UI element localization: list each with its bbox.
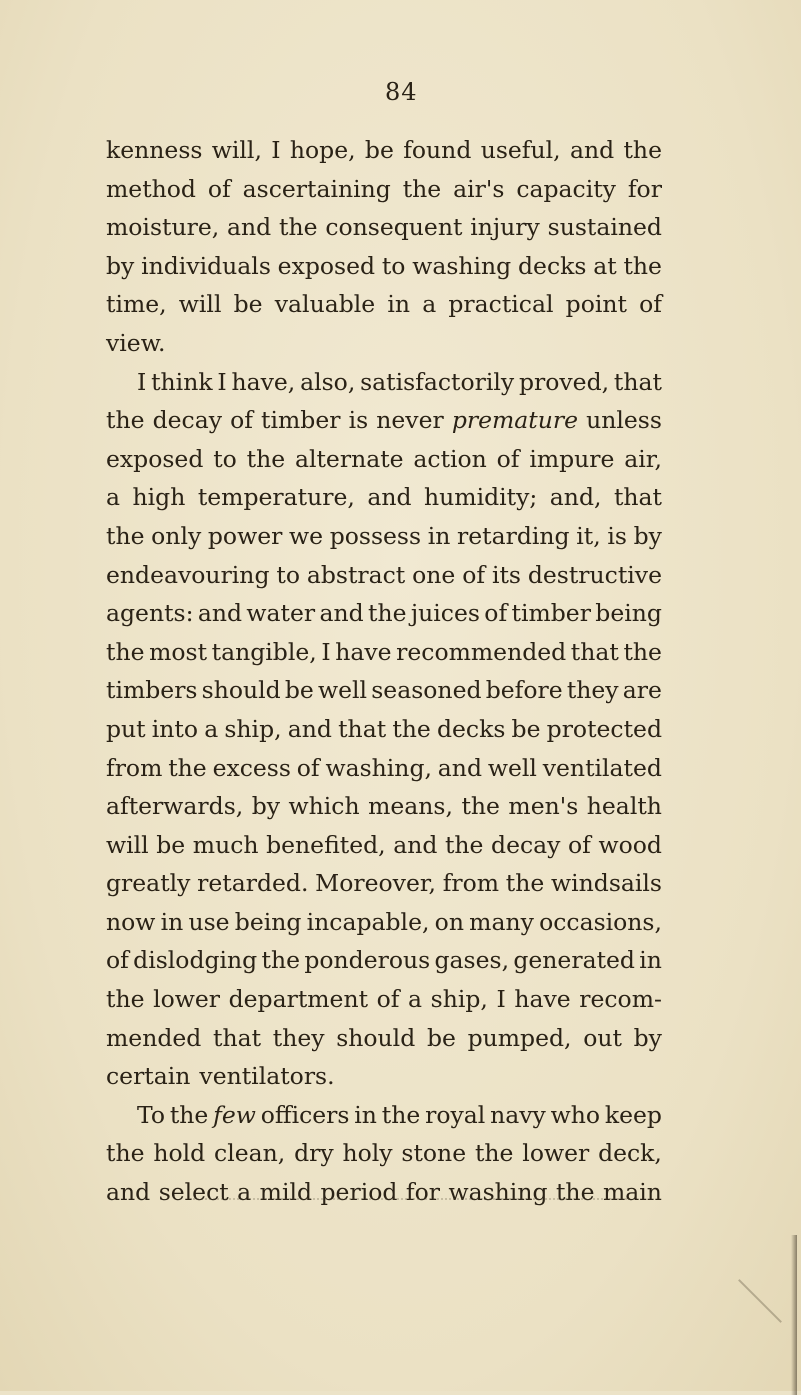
word: ascertaining	[242, 174, 391, 203]
word: most	[149, 637, 208, 666]
text-line	[106, 401, 662, 440]
word: the	[106, 637, 145, 666]
word: much	[192, 830, 259, 859]
word: holy	[342, 1139, 393, 1168]
word: high	[132, 483, 186, 512]
word: exposed	[277, 251, 376, 280]
word: I	[137, 367, 147, 396]
word: be	[426, 1023, 456, 1052]
word: practical	[448, 290, 554, 319]
word: I	[217, 367, 227, 396]
word: I	[271, 136, 281, 164]
word: windsails	[551, 869, 662, 898]
word: to	[213, 444, 237, 473]
word: Moreover,	[315, 869, 436, 898]
word: protected	[546, 714, 662, 743]
word: juices	[410, 599, 480, 628]
word: of	[462, 560, 486, 589]
word: in	[354, 1100, 377, 1129]
word: certain	[106, 1062, 191, 1091]
word: a	[237, 1178, 252, 1207]
text-line	[106, 826, 662, 865]
word: be	[156, 830, 186, 859]
word: are	[622, 676, 662, 705]
word: timber	[511, 599, 591, 628]
word: I	[321, 637, 331, 666]
word: incapable,	[306, 907, 430, 936]
paper-crease	[738, 1279, 782, 1323]
word: select	[158, 1178, 229, 1207]
word: in	[639, 946, 662, 975]
word: on	[434, 907, 464, 936]
word: deck,	[598, 1139, 662, 1168]
page-number: 84	[385, 78, 418, 106]
word: be	[233, 290, 263, 319]
word: recommended	[396, 637, 567, 666]
word: officers	[260, 1100, 350, 1129]
word: retarded.	[197, 869, 309, 898]
word: lower	[153, 985, 220, 1014]
word: humidity;	[424, 483, 538, 512]
word: and,	[549, 483, 602, 512]
word: dry	[294, 1139, 334, 1168]
text-line	[106, 285, 662, 324]
word: well	[487, 753, 537, 782]
word: the	[381, 1100, 421, 1129]
word: few	[213, 1100, 256, 1129]
word: lower	[522, 1139, 590, 1168]
word: the	[261, 946, 301, 975]
word: that	[213, 1023, 262, 1052]
word: consequent	[325, 213, 463, 242]
word: agents:	[106, 599, 194, 628]
text-line	[106, 1096, 662, 1135]
word: of	[496, 444, 520, 473]
text-line	[106, 517, 662, 556]
word: that	[613, 483, 662, 512]
word: found	[403, 136, 472, 164]
word: moisture,	[106, 213, 220, 242]
word: put	[106, 714, 146, 743]
word: I	[496, 985, 506, 1014]
word: decay	[491, 830, 561, 859]
word: they	[566, 676, 619, 705]
word: the	[461, 792, 500, 821]
word: at	[593, 251, 617, 280]
word: clean,	[214, 1139, 286, 1168]
word: the	[623, 136, 662, 164]
word: that	[338, 714, 387, 743]
page-edge-shadow	[791, 1235, 797, 1395]
word: main	[602, 1178, 662, 1207]
word: abstract	[306, 560, 406, 589]
word: the	[106, 406, 145, 435]
text-line	[106, 1019, 662, 1058]
word: time,	[106, 290, 167, 319]
paragraph	[106, 363, 662, 1096]
paragraph	[106, 1096, 662, 1212]
word: that	[570, 637, 619, 666]
word: being	[234, 907, 302, 936]
word: be	[511, 714, 541, 743]
word: of	[296, 753, 320, 782]
word: and	[393, 830, 438, 859]
word: also,	[300, 367, 356, 396]
word: power	[207, 521, 283, 550]
text-line	[106, 903, 662, 942]
text-line	[106, 864, 662, 903]
word: in	[427, 521, 451, 550]
word: of	[376, 985, 400, 1014]
word: the	[106, 521, 145, 550]
word: the	[392, 714, 431, 743]
word: who	[550, 1100, 601, 1129]
word: the	[505, 869, 545, 898]
word: before	[485, 676, 563, 705]
word: mild	[259, 1178, 313, 1207]
word: hope,	[289, 136, 356, 164]
word: of	[639, 290, 662, 319]
word: the	[402, 174, 442, 203]
word: unless	[586, 406, 662, 435]
word: temperature,	[197, 483, 355, 512]
text-line	[106, 208, 662, 247]
word: generated	[513, 946, 635, 975]
word: endeavouring	[106, 560, 270, 589]
word: in	[160, 907, 184, 936]
word: decks	[436, 714, 506, 743]
word: and	[319, 599, 364, 628]
word: have,	[231, 367, 296, 396]
word: point	[565, 290, 627, 319]
word: a	[204, 714, 219, 743]
word: action	[413, 444, 487, 473]
word: period	[320, 1178, 398, 1207]
word: a	[106, 483, 121, 512]
word: a	[408, 985, 423, 1014]
word: be	[284, 676, 314, 705]
word: of	[568, 830, 591, 859]
word: view.	[106, 328, 166, 357]
word: useful,	[480, 136, 561, 164]
word: excess	[212, 753, 291, 782]
word: many	[469, 907, 534, 936]
word: premature	[451, 406, 579, 435]
word: gases,	[434, 946, 510, 975]
word: ship,	[224, 714, 282, 743]
word: the	[246, 444, 286, 473]
word: a	[422, 290, 437, 319]
word: satisfactorily	[360, 367, 515, 396]
word: sustained	[547, 213, 662, 242]
word: will,	[211, 136, 262, 164]
text-line	[106, 363, 662, 402]
text-line	[106, 1134, 662, 1173]
word: wood	[598, 830, 662, 859]
word: use	[188, 907, 230, 936]
word: to	[276, 560, 300, 589]
word: of	[230, 406, 253, 435]
word: and	[106, 1178, 151, 1207]
word: proved,	[518, 367, 610, 396]
word: and	[197, 599, 243, 628]
word: only	[151, 521, 202, 550]
word: method	[106, 174, 196, 203]
text-line	[106, 710, 662, 749]
word: stone	[401, 1139, 467, 1168]
word: benefited,	[266, 830, 386, 859]
word: the	[168, 753, 207, 782]
text-line	[106, 671, 662, 710]
word: into	[151, 714, 199, 743]
text-line	[106, 440, 662, 479]
word: individuals	[141, 251, 271, 280]
word: never	[376, 406, 444, 435]
word: royal	[425, 1100, 486, 1129]
word: exposed	[106, 444, 204, 473]
word: To	[137, 1100, 165, 1129]
word: timber	[261, 406, 341, 435]
word: possess	[329, 521, 422, 550]
word: now	[106, 907, 156, 936]
word: keep	[604, 1100, 662, 1129]
word: of	[484, 599, 508, 628]
word: destructive	[527, 560, 662, 589]
body-text	[106, 131, 662, 1212]
word: by	[633, 1023, 662, 1052]
word: valuable	[274, 290, 376, 319]
text-line	[106, 324, 662, 363]
word: health	[586, 792, 662, 821]
text-line	[106, 170, 662, 209]
word: the	[555, 1178, 595, 1207]
word: the	[368, 599, 407, 628]
bleed-through-marks	[190, 1198, 630, 1210]
word: be	[364, 136, 394, 164]
word: the	[623, 637, 662, 666]
word: timbers	[106, 676, 198, 705]
word: decks	[518, 251, 587, 280]
word: capacity	[516, 174, 616, 203]
word: from	[106, 753, 163, 782]
word: mended	[106, 1023, 202, 1052]
word: which	[288, 792, 360, 821]
word: occasions,	[539, 907, 662, 936]
word: seasoned	[371, 676, 482, 705]
word: the	[623, 251, 662, 280]
text-line	[106, 478, 662, 517]
word: well	[318, 676, 368, 705]
word: of	[207, 174, 231, 203]
text-line	[106, 787, 662, 826]
text-line	[106, 1057, 662, 1096]
word: have	[335, 637, 392, 666]
word: and	[437, 753, 482, 782]
word: means,	[368, 792, 453, 821]
word: the	[444, 830, 484, 859]
word: hold	[153, 1139, 206, 1168]
word: recom-	[579, 985, 662, 1014]
text-line	[106, 131, 662, 170]
word: the	[106, 1139, 145, 1168]
word: out	[583, 1023, 622, 1052]
word: by	[106, 251, 135, 280]
word: washing,	[325, 753, 432, 782]
word: impure	[529, 444, 615, 473]
word: greatly	[106, 869, 191, 898]
word: and	[287, 714, 332, 743]
word: the	[474, 1139, 514, 1168]
word: tangible,	[211, 637, 317, 666]
word: ventilated	[542, 753, 662, 782]
word: air's	[453, 174, 505, 203]
text-line	[106, 980, 662, 1019]
word: think	[151, 367, 213, 396]
word: and	[227, 213, 272, 242]
word: ponderous	[304, 946, 431, 975]
word: to	[381, 251, 406, 280]
word: afterwards,	[106, 792, 244, 821]
word: dislodging	[133, 946, 258, 975]
word: and	[569, 136, 615, 164]
word: department	[228, 985, 369, 1014]
word: by	[251, 792, 281, 821]
text-line	[106, 633, 662, 672]
word: ventilators.	[199, 1062, 335, 1091]
word: navy	[490, 1100, 546, 1129]
word: its	[491, 560, 521, 589]
word: water	[246, 599, 316, 628]
word: is	[607, 521, 627, 550]
word: in	[387, 290, 411, 319]
word: washing	[448, 1178, 548, 1207]
word: by	[633, 521, 662, 550]
word: that	[613, 367, 662, 396]
paragraph	[106, 131, 662, 363]
word: alternate	[294, 444, 404, 473]
word: the	[279, 213, 318, 242]
text-line	[106, 941, 662, 980]
word: men's	[508, 792, 579, 821]
word: will	[178, 290, 222, 319]
word: the	[169, 1100, 209, 1129]
word: being	[595, 599, 662, 628]
word: for	[405, 1178, 440, 1207]
word: kenness	[106, 136, 203, 164]
word: from	[442, 869, 500, 898]
word: injury	[470, 213, 540, 242]
word: decay	[152, 406, 222, 435]
word: of	[106, 946, 129, 975]
word: washing	[412, 251, 512, 280]
word: should	[201, 676, 281, 705]
word: for	[627, 174, 662, 203]
word: they	[272, 1023, 325, 1052]
text-line	[106, 556, 662, 595]
word: it,	[576, 521, 601, 550]
word: one	[412, 560, 456, 589]
text-line	[106, 749, 662, 788]
word: have	[514, 985, 571, 1014]
word: retarding	[457, 521, 570, 550]
word: will	[106, 830, 149, 859]
word: air,	[624, 444, 662, 473]
word: should	[336, 1023, 416, 1052]
word: ship,	[430, 985, 488, 1014]
word: the	[106, 985, 145, 1014]
text-line	[106, 594, 662, 633]
word: and	[367, 483, 412, 512]
text-line	[106, 247, 662, 286]
word: we	[289, 521, 324, 550]
word: is	[348, 406, 369, 435]
word: pumped,	[467, 1023, 572, 1052]
